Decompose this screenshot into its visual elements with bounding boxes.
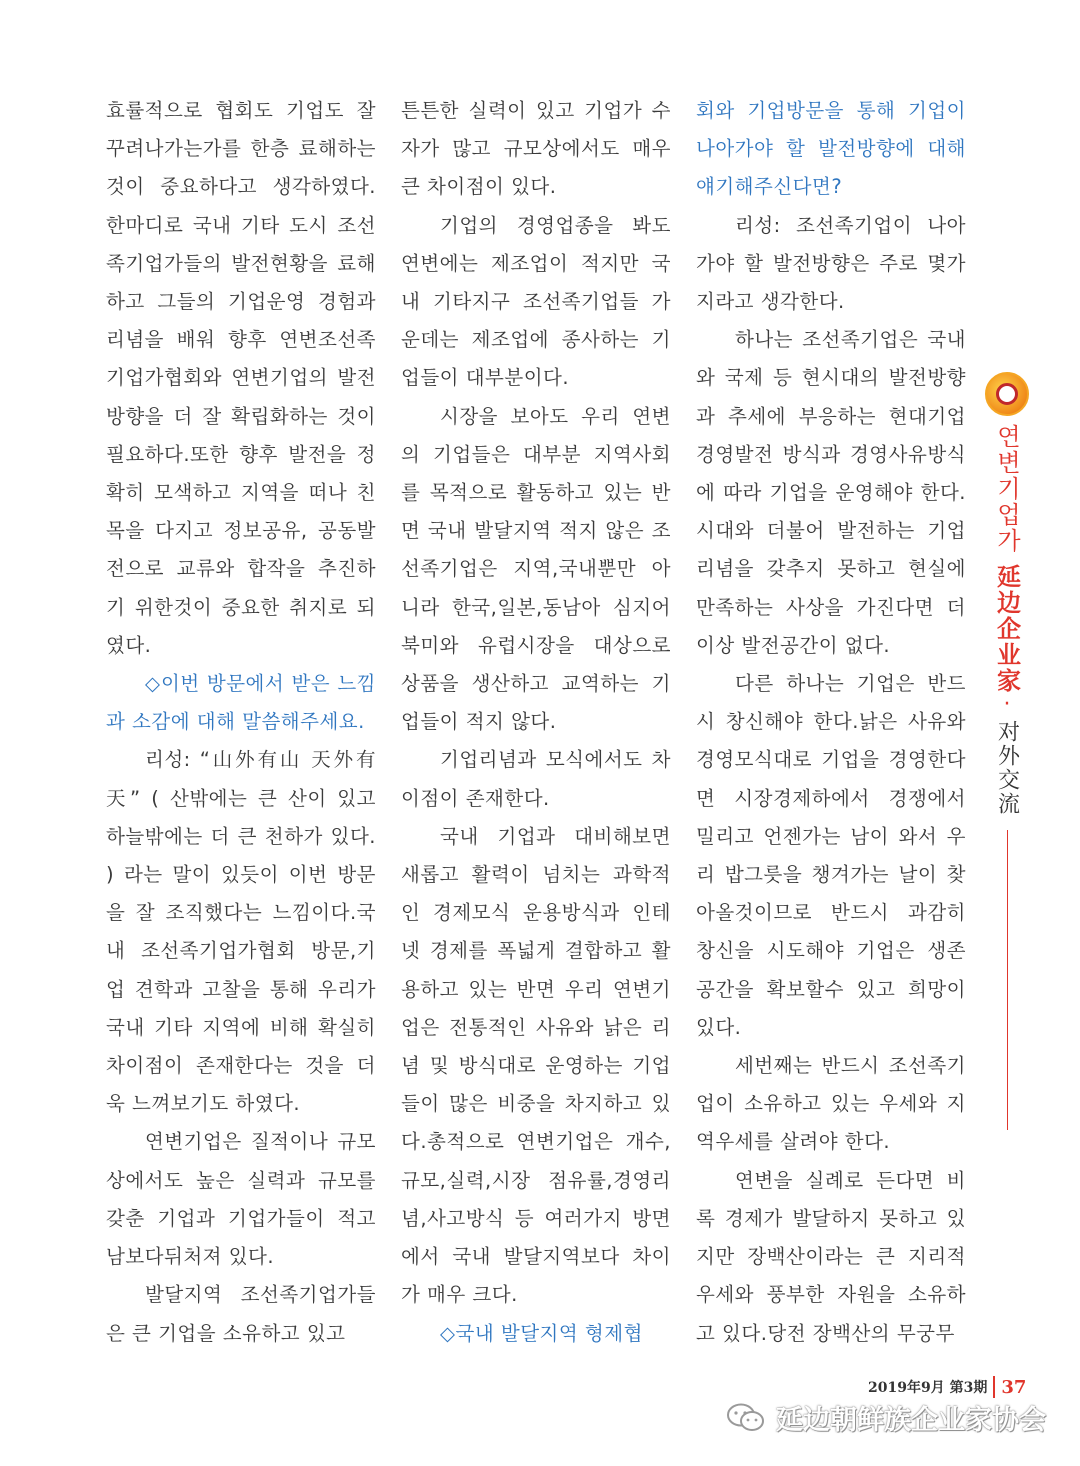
separator-dot: · [1003, 692, 1011, 717]
paragraph: 리성: “山外有山 天外有天” ( 산밖에는 큰 산이 있고 하늘밖에는 더 큰 천하가 있다. ) 라는 말이 있듯이 이번 방문을 잘 조직했다는 느낌이다.국내 조선족기업가협회 방문,기업 견학과 고찰을 통해 우리가 국내 기타 지역에 비해 확실히 차이점이 존재한다는 것을 더욱 느껴보기도 하였다. [106, 748, 376, 1116]
magazine-logo-icon [985, 372, 1029, 416]
interview-question: ◇이번 방문에서 받은 느낌과 소감에 대해 말씀해주세요. [106, 672, 376, 734]
paragraph: 리성: 조선족기업이 나아가야 할 발전방향은 주로 몇가지라고 생각한다. [696, 213, 966, 314]
page-footer [868, 1376, 1026, 1398]
magazine-title-korean: 연변기업가 [992, 424, 1021, 554]
paragraph: 효률적으로 협회도 기업도 잘 꾸려나가는가를 한층 료해하는것이 중요하다고 생각하였다.한마디로 국내 기타 도시 조선족기업가들의 발전현황을 료해하고 그들의 기업운영 경험과 리념을 배워 향후 연변조선족기업가협회와 연변기업의 발전방향을 더 잘 확립화하는 것이 필요하다.또한 향후 발전을 정확히 모색하고 지역을 떠나 친목을 다지고 정보공유, 공동발전으로 교류와 합작을 추진하기 위한것이 중요한 취지로 되였다. [106, 99, 376, 657]
paragraph: 하나는 조선족기업은 국내와 국제 등 현시대의 발전방향과 추세에 부응하는 현대기업경영발전 방식과 경영사유방식에 따라 기업을 운영해야 한다.시대와 더불어 발전하는 기업리념을 갖추지 못하고 현실에 만족하는 사상을 가진다면 더 이상 발전공간이 없다. [696, 328, 966, 657]
paragraph: 세번째는 반드시 조선족기업이 소유하고 있는 우세와 지역우세를 살려야 한다. [696, 1054, 966, 1154]
paragraph: 시장을 보아도 우리 연변의 기업들은 대부분 지역사회를 목적으로 활동하고 있는 반면 국내 발달지역 적지 않은 조선족기업은 지역,국내뿐만 아니라 한국,일본,동남아 심지어 북미와 유럽시장을 대상으로 상품을 생산하고 교역하는 기업들이 적지 않다. [401, 404, 671, 734]
text-column-3 [696, 92, 966, 1353]
page-number: 37 [1001, 1376, 1027, 1398]
text-column-2 [401, 92, 671, 1353]
watermark-text: 延边朝鲜族企业家协会 [776, 1405, 1046, 1436]
magazine-title-chinese: 延边企业家 [992, 564, 1021, 694]
paragraph: 기업의 경영업종을 봐도 연변에는 제조업이 적지만 국내 기타지구 조선족기업들 가운데는 제조업에 종사하는 기업들이 대부분이다. [401, 213, 671, 390]
section-sidebar [985, 372, 1029, 1130]
paragraph: 튼튼한 실력이 있고 기업가 수자가 많고 규모상에서도 매우 큰 차이점이 있다. [401, 99, 671, 199]
paragraph: 발달지역 조선족기업가들은 큰 기업을 소유하고 있고 [106, 1283, 376, 1345]
paragraph: 연변을 실례로 든다면 비록 경제가 발달하지 못하고 있지만 장백산이라는 큰 지리적 우세와 풍부한 자원을 소유하고 있다.당전 장백산의 무궁무 [696, 1168, 966, 1345]
interview-question: 회와 기업방문을 통해 기업이 나아가야 할 발전방향에 대해 얘기해주신다면? [696, 99, 966, 199]
wechat-icon [726, 1402, 766, 1434]
interview-question: ◇국내 발달지역 형제협 [440, 1321, 643, 1345]
section-name: 对外交流 [994, 720, 1020, 816]
section-divider [1007, 830, 1008, 1130]
text-column-1 [106, 92, 376, 1353]
paragraph: 연변기업은 질적이나 규모상에서도 높은 실력과 규모를 갖춘 기업과 기업가들이 적고 남보다뒤처져 있다. [106, 1130, 376, 1269]
issue-date: 2019年9月 第3期 [868, 1380, 988, 1396]
footer-divider [993, 1376, 995, 1398]
paragraph: 다른 하나는 기업은 반드시 창신해야 한다.낡은 사유와 경영모식대로 기업을 경영한다면 시장경제하에서 경쟁에서 밀리고 언젠가는 남이 와서 우리 밥그릇을 챙겨가는 날이 찾아올것이므로 반드시 과감히 창신을 시도해야 기업은 생존공간을 확보할수 있고 희망이 있다. [696, 672, 966, 1039]
paragraph: 기업리념과 모식에서도 차이점이 존재한다. [401, 748, 671, 810]
paragraph: 국내 기업과 대비해보면 새롭고 활력이 넘치는 과학적인 경제모식 운용방식과 인테넷 경제를 폭넓게 결합하고 활용하고 있는 반면 우리 연변기업은 전통적인 사유와 낡은 리념 및 방식대로 운영하는 기업들이 많은 비중을 차지하고 있다.총적으로 연변기업은 개수,규모,실력,시장 점유률,경영리념,사고방식 등 여러가지 방면에서 국내 발달지역보다 차이가 매우 크다. [401, 824, 671, 1307]
watermark [726, 1398, 1046, 1437]
